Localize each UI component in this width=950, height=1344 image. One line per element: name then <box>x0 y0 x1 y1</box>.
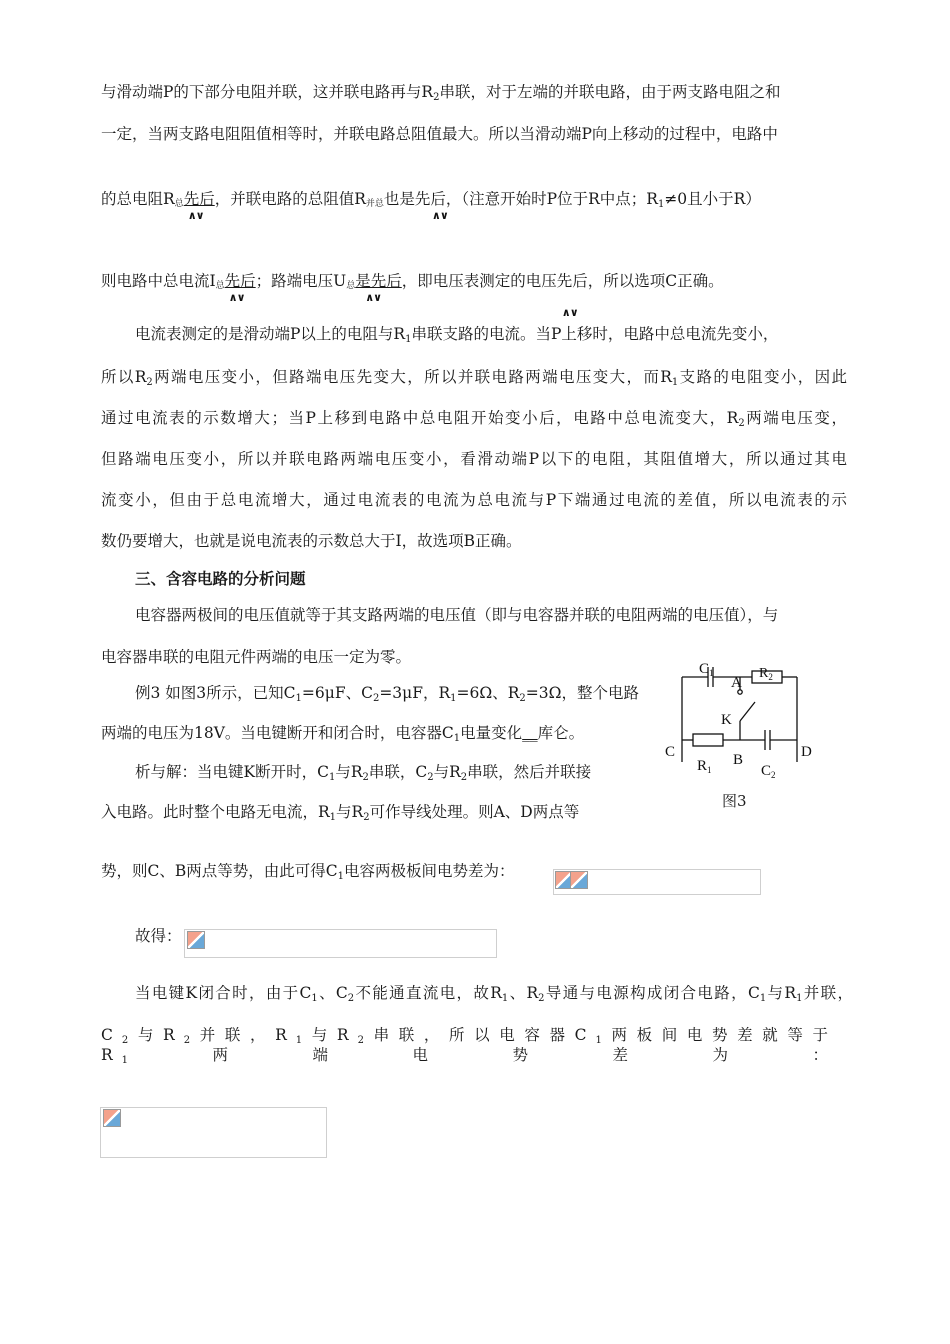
text: 并联，R <box>199 1026 296 1044</box>
text-line <box>101 189 761 222</box>
text: 电流表测定的是滑动端P以上的电阻与R <box>135 325 406 343</box>
subscript: 2 <box>362 772 369 783</box>
text: 串联，然后并联接 <box>467 763 592 781</box>
formula-image <box>184 929 497 958</box>
text: 电容器两极间的电压值就等于其支路两端的电压值（即与电容器并联的电阻两端的电压值），与 <box>135 606 779 624</box>
subscript: 2 <box>433 92 440 103</box>
text-line <box>135 762 591 782</box>
text: =3μF，R <box>379 684 451 702</box>
subscript: 1 <box>453 733 461 744</box>
text: 、R <box>508 984 539 1002</box>
subscript: 2 <box>357 1035 373 1046</box>
text-line <box>135 683 639 703</box>
text: 是先后 <box>355 272 402 290</box>
text: 串联，所以电容器C <box>372 1026 596 1044</box>
subscript: 2 <box>121 1035 138 1046</box>
text: 两端电压变， <box>744 409 847 427</box>
text-line <box>101 723 584 743</box>
subscript: 2 <box>738 418 745 429</box>
subscript: 1 <box>595 1035 611 1046</box>
text: =6μF、C <box>301 684 373 702</box>
text: 与R <box>137 1026 184 1044</box>
section-heading: 三、含容电路的分析问题 <box>135 569 306 588</box>
text-line <box>101 124 778 144</box>
label-c2: $C_2$ <box>761 763 776 780</box>
text: C <box>101 1026 122 1044</box>
text: 则电路中总电流I <box>101 272 216 290</box>
text-line <box>101 449 847 469</box>
text: 与R <box>336 803 364 821</box>
subscript: 1 <box>759 993 767 1004</box>
blank-mark <box>183 189 215 222</box>
label-r2: $R_2$ <box>759 666 773 682</box>
text: 库仑。 <box>537 724 585 742</box>
text: ，所以选项C正确。 <box>587 272 724 290</box>
subscript: 1 <box>657 199 665 210</box>
formula-image <box>553 869 761 895</box>
caret-mark-icon: ∧∨ <box>187 209 204 222</box>
subscript: 1 <box>328 772 336 783</box>
text: 与R <box>311 1026 358 1044</box>
text-line <box>101 408 847 428</box>
subscript: 1 <box>329 812 337 823</box>
text-line <box>101 1025 837 1065</box>
subscript: 2 <box>183 1035 200 1046</box>
text-line <box>101 861 515 881</box>
text: 入电路。此时整个电路无电流，R <box>101 803 330 821</box>
text-line <box>101 271 724 319</box>
subscript: 2 <box>460 772 468 783</box>
subscript: 1 <box>121 1055 138 1066</box>
text: 也是先后 <box>383 190 446 208</box>
text: 可作导线处理。则A、D两点等 <box>369 803 580 821</box>
text: 析与解：当电键K断开时，C <box>135 763 329 781</box>
subscript: 1 <box>796 993 803 1004</box>
text-line <box>101 647 411 667</box>
broken-image-icon <box>187 931 205 949</box>
text: 一定，当两支路电阻阻值相等时，并联电路总阻值最大。所以当滑动端P向上移动的过程中，电路中 <box>101 125 778 143</box>
subscript: 总 <box>215 281 225 291</box>
text: ，并联电路的总阻值R <box>214 190 366 208</box>
blank-mark <box>383 189 448 222</box>
text: 与R <box>766 984 797 1002</box>
subscript: 2 <box>519 693 526 704</box>
subscript: 2 <box>347 993 355 1004</box>
label-c: C <box>665 744 676 760</box>
subscript: 总 <box>346 281 356 291</box>
subscript: 1 <box>295 693 302 704</box>
text: 导通与电源构成闭合电路，C <box>544 984 760 1002</box>
text-line <box>101 531 522 551</box>
text-line <box>101 802 579 822</box>
text: 电容两极板间电势差为： <box>344 862 515 880</box>
text: =3Ω，整个电路 <box>525 684 639 702</box>
text: ，即电压表测定的电压先后 <box>401 272 588 290</box>
text: 通过电流表的示数增大；当P上移到电路中总电阻开始变小后，电路中总电流变大，R <box>101 409 739 427</box>
blank-mark <box>355 271 402 304</box>
text: 两端的电压为18V。当电键断开和闭合时，电容器C <box>101 724 454 742</box>
subscript: 1 <box>405 334 412 345</box>
subscript: 1 <box>501 993 509 1004</box>
text: 两板间电势差就等于R <box>101 1026 838 1064</box>
text: 串联，C <box>368 763 428 781</box>
subscript: 2 <box>372 693 380 704</box>
text-line <box>135 324 778 344</box>
broken-image-icon <box>570 871 588 889</box>
subscript: 2 <box>427 772 434 783</box>
text-line <box>101 490 847 510</box>
label-b: B <box>733 752 744 768</box>
text-line <box>101 367 847 387</box>
text: =6Ω、R <box>456 684 520 702</box>
subscript: 1 <box>671 377 679 388</box>
subscript: 1 <box>295 1035 312 1046</box>
text: 电量变化 <box>460 724 523 742</box>
text: 数仍要增大，也就是说电流表的示数总大于I，故选项B正确。 <box>101 532 522 550</box>
subscript: 2 <box>146 377 153 388</box>
text-line <box>101 82 781 102</box>
text: 故得： <box>135 927 182 945</box>
label-k: K <box>721 712 732 728</box>
text: ，（注意开始时P位于R中点；R <box>445 190 658 208</box>
caret-mark-icon: ∧∨ <box>431 209 448 222</box>
subscript: 2 <box>538 993 545 1004</box>
subscript: 1 <box>337 871 344 882</box>
caret-mark-icon: ∧∨ <box>561 306 578 319</box>
text: 势，则C、B两点等势，由此可得C <box>101 862 338 880</box>
text: 电容器串联的电阻元件两端的电压一定为零。 <box>101 648 412 666</box>
label-d: D <box>801 744 812 760</box>
text: 当电键K闭合时，由于C <box>135 984 312 1002</box>
subscript: 1 <box>450 693 457 704</box>
label-a: A <box>731 675 742 691</box>
text: 先后 <box>224 272 256 290</box>
text: 例3 如图3所示，已知C <box>135 684 296 702</box>
subscript: 并总 <box>365 199 384 209</box>
resistor-r1 <box>693 734 723 746</box>
text: 与R <box>433 763 461 781</box>
text: 的总电阻R <box>101 190 175 208</box>
switch-blade <box>740 702 755 721</box>
label-c1: $C_1$ <box>699 661 714 678</box>
subscript: 2 <box>363 812 370 823</box>
formula-image <box>100 1107 327 1158</box>
answer-blank: __ <box>522 724 538 742</box>
text-line <box>135 926 182 946</box>
caret-mark-icon: ∧∨ <box>365 291 382 304</box>
text: 串联，对于左端的并联电路，由于两支路电阻之和 <box>439 83 781 101</box>
text-line <box>135 983 853 1003</box>
text: 流变小，但由于总电流增大，通过电流表的电流为总电流与P下端通过电流的差值，所以电流表的示 <box>101 491 847 509</box>
text: 两端电势差为： <box>137 1046 837 1064</box>
figure-caption: 图3 <box>722 792 747 810</box>
caret-mark-icon: ∧∨ <box>228 291 245 304</box>
broken-image-icon <box>103 1109 121 1127</box>
text: 、C <box>317 984 348 1002</box>
text: ；路端电压U <box>255 272 347 290</box>
text: 所以R <box>101 368 147 386</box>
text: 两端电压变小，但路端电压先变大，所以并联电路两端电压变大，而R <box>152 368 672 386</box>
text: 与滑动端P的下部分电阻并联，这并联电路再与R <box>101 83 434 101</box>
text: 并联， <box>802 984 853 1002</box>
text: ≠0且小于R） <box>664 190 761 208</box>
text: 串联支路的电流。当P上移时，电路中总电流先变小， <box>411 325 779 343</box>
text-line <box>135 605 778 625</box>
text: 不能通直流电，故R <box>354 984 502 1002</box>
subscript: 1 <box>311 993 318 1004</box>
text: 与R <box>335 763 363 781</box>
subscript: 总 <box>174 199 184 209</box>
blank-mark <box>224 271 256 304</box>
text: 支路的电阻变小，因此 <box>678 368 847 386</box>
text: 但路端电压变小，所以并联电路两端电压变小，看滑动端P以下的电阻，其阻值增大，所以通过其电 <box>101 450 847 468</box>
label-r1: $R_1$ <box>697 758 712 775</box>
text: 先后 <box>183 190 215 208</box>
